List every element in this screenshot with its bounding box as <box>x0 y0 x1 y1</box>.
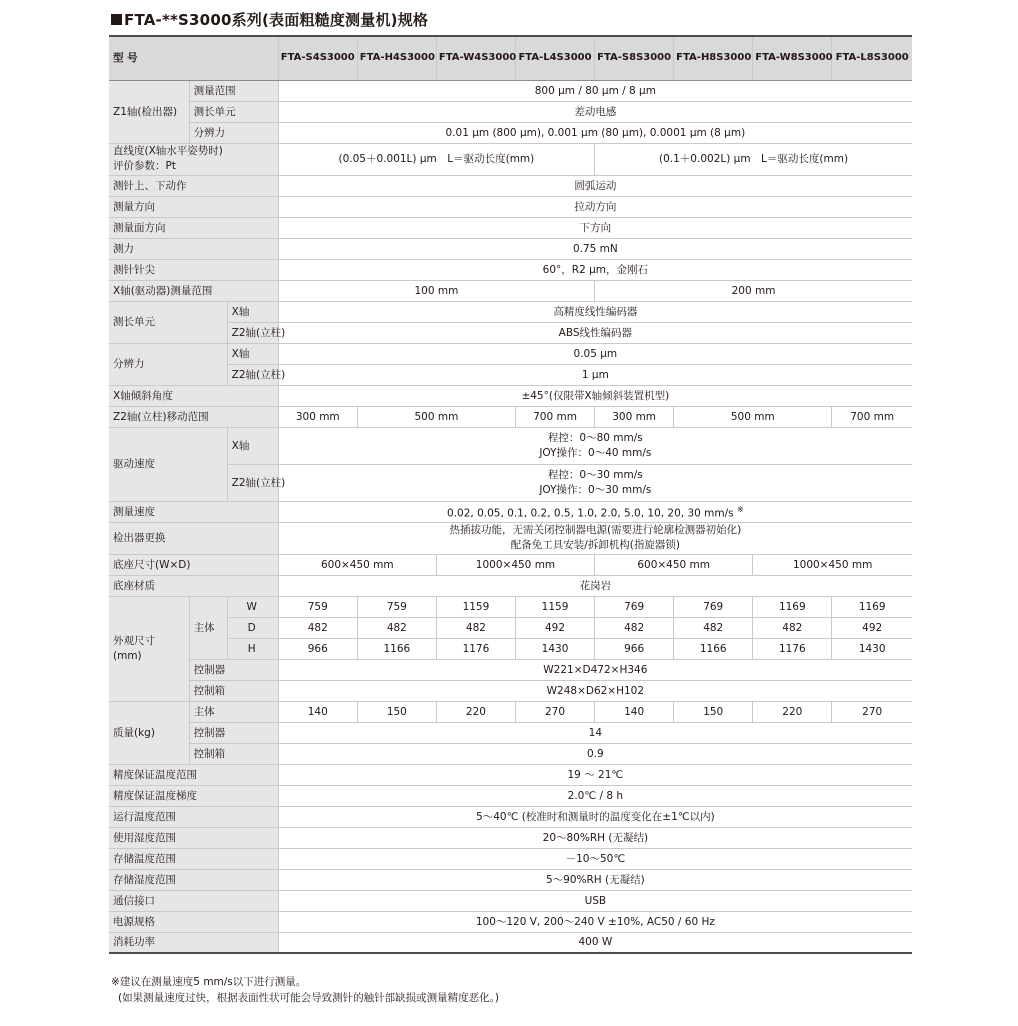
base-size-value: 1000×450 mm <box>436 554 594 575</box>
dimensions-w-label: W <box>227 596 278 617</box>
dimensions-h-label: H <box>227 638 278 659</box>
mass-ctrl-value: 14 <box>278 722 912 743</box>
meas-speed-value <box>278 501 912 522</box>
row-value: 400 W <box>278 932 912 953</box>
dim-d-cell: 482 <box>753 617 832 638</box>
row-label: 测量面方向 <box>109 217 278 238</box>
x-range-right: 200 mm <box>595 280 912 301</box>
row-label: 运行温度范围 <box>109 806 278 827</box>
row-value: 下方向 <box>278 217 912 238</box>
spec-table <box>109 37 912 954</box>
table-row <box>109 596 912 617</box>
dimensions-group-line2: (mm) <box>113 649 142 662</box>
model-header: FTA-L4S3000 <box>515 37 594 80</box>
row-value: 拉动方向 <box>278 196 912 217</box>
mass-box-label: 控制箱 <box>189 743 278 764</box>
row-label: 精度保证温度范围 <box>109 764 278 785</box>
table-row <box>109 575 912 596</box>
z2-range-value: 300 mm <box>278 406 357 427</box>
row-value: －10～50℃ <box>278 848 912 869</box>
z2-range-value: 300 mm <box>595 406 674 427</box>
z1-unit-value: 差动电感 <box>278 101 912 122</box>
table-row <box>109 427 912 464</box>
straightness-label-line1: 直线度(X轴水平姿势时) <box>113 145 223 157</box>
dim-d-cell: 492 <box>832 617 912 638</box>
dimensions-ctrl-label: 控制器 <box>189 659 278 680</box>
table-row <box>109 501 912 522</box>
dimensions-box-value: W248×D62×H102 <box>278 680 912 701</box>
z2-range-value: 700 mm <box>832 406 912 427</box>
dim-h-cell: 1430 <box>515 638 594 659</box>
table-row <box>109 932 912 953</box>
z1-group-label: Z1轴(检出器) <box>109 80 189 143</box>
dimensions-group <box>109 596 189 701</box>
dimensions-box-label: 控制箱 <box>189 680 278 701</box>
drive-speed-x-line1: 程控：0～80 mm/s <box>547 431 643 444</box>
table-row <box>109 122 912 143</box>
model-header: FTA-W8S3000 <box>753 37 832 80</box>
table-row <box>109 722 912 743</box>
model-header: FTA-S8S3000 <box>595 37 674 80</box>
resolution-group: 分辨力 <box>109 343 227 385</box>
table-row <box>109 175 912 196</box>
base-material-label: 底座材质 <box>109 575 278 596</box>
title-text: FTA-**S3000系列(表面粗糙度测量机)规格 <box>124 11 429 29</box>
dim-h-cell: 966 <box>595 638 674 659</box>
mass-cell: 140 <box>278 701 357 722</box>
header-label: 型 号 <box>109 37 278 80</box>
z1-range-label: 测量范围 <box>189 80 278 101</box>
drive-speed-group: 驱动速度 <box>109 427 227 501</box>
length-unit-z2-label: Z2轴(立柱) <box>227 322 278 343</box>
table-row <box>109 617 912 638</box>
model-header: FTA-H8S3000 <box>674 37 753 80</box>
mass-cell: 140 <box>595 701 674 722</box>
model-header: FTA-L8S3000 <box>832 37 912 80</box>
mass-cell: 220 <box>753 701 832 722</box>
table-row <box>109 701 912 722</box>
drive-speed-z2-line2: JOY操作：0～30 mm/s <box>539 483 652 496</box>
row-value: 20～80%RH (无凝结) <box>278 827 912 848</box>
dim-h-cell: 1166 <box>674 638 753 659</box>
footnote-line2: (如果测量速度过快，根据表面性状可能会导致测针的触针部缺损或测量精度恶化。) <box>118 992 499 1004</box>
table-row <box>109 638 912 659</box>
row-label: 测力 <box>109 238 278 259</box>
length-unit-group: 测长单元 <box>109 301 227 343</box>
mass-box-value: 0.9 <box>278 743 912 764</box>
row-value: 5～90%RH (无凝结) <box>278 869 912 890</box>
row-value: 5～40℃ (校准时和测量时的温度变化在±1℃以内) <box>278 806 912 827</box>
row-label: 测针针尖 <box>109 259 278 280</box>
row-label: 测量方向 <box>109 196 278 217</box>
table-row <box>109 101 912 122</box>
dim-w-cell: 769 <box>674 596 753 617</box>
resolution-x-value: 0.05 μm <box>278 343 912 364</box>
dim-w-cell: 759 <box>278 596 357 617</box>
footnote-mark: ※ <box>736 504 744 514</box>
dim-w-cell: 769 <box>595 596 674 617</box>
mass-ctrl-label: 控制器 <box>189 722 278 743</box>
dim-w-cell: 759 <box>357 596 436 617</box>
z1-res-value: 0.01 μm (800 μm), 0.001 μm (80 μm), 0.0001 μm (8 μm) <box>278 122 912 143</box>
dim-d-cell: 482 <box>674 617 753 638</box>
model-header: FTA-H4S3000 <box>357 37 436 80</box>
table-row <box>109 464 912 501</box>
table-row <box>109 659 912 680</box>
drive-speed-z2-line1: 程控：0～30 mm/s <box>547 468 643 481</box>
x-range-label: X轴(驱动器)测量范围 <box>109 280 278 301</box>
dimensions-group-line1: 外观尺寸 <box>113 634 155 647</box>
title-square-icon <box>111 14 122 25</box>
table-row <box>109 743 912 764</box>
row-value: 100～120 V, 200～240 V ±10%, AC50 / 60 Hz <box>278 911 912 932</box>
straightness-right: (0.1＋0.002L) μm L＝驱动长度(mm) <box>595 143 912 175</box>
dim-h-cell: 966 <box>278 638 357 659</box>
row-label: 消耗功率 <box>109 932 278 953</box>
resolution-x-label: X轴 <box>227 343 278 364</box>
table-row <box>109 522 912 554</box>
z2-range-value: 500 mm <box>357 406 515 427</box>
table-row <box>109 80 912 101</box>
row-label: 通信接口 <box>109 890 278 911</box>
base-size-value: 600×450 mm <box>278 554 436 575</box>
z2-range-label: Z2轴(立柱)移动范围 <box>109 406 278 427</box>
dim-w-cell: 1159 <box>515 596 594 617</box>
table-row <box>109 196 912 217</box>
dimensions-d-label: D <box>227 617 278 638</box>
drive-speed-x-value <box>278 427 912 464</box>
base-size-value: 1000×450 mm <box>753 554 912 575</box>
row-label: 使用湿度范围 <box>109 827 278 848</box>
z1-res-label: 分辨力 <box>189 122 278 143</box>
detector-swap-line1: 热插拔功能，无需关闭控制器电源(需要进行轮廓检测器初始化) <box>449 524 742 536</box>
z1-range-value: 800 μm / 80 μm / 8 μm <box>278 80 912 101</box>
base-size-value: 600×450 mm <box>595 554 753 575</box>
detector-swap-value <box>278 522 912 554</box>
dim-w-cell: 1159 <box>436 596 515 617</box>
length-unit-x-value: 高精度线性编码器 <box>278 301 912 322</box>
dim-d-cell: 482 <box>357 617 436 638</box>
dim-d-cell: 482 <box>595 617 674 638</box>
table-row <box>109 554 912 575</box>
detector-swap-label: 检出器更换 <box>109 522 278 554</box>
dimensions-ctrl-value: W221×D472×H346 <box>278 659 912 680</box>
dim-w-cell: 1169 <box>753 596 832 617</box>
mass-main-label: 主体 <box>189 701 278 722</box>
x-range-left: 100 mm <box>278 280 594 301</box>
dim-d-cell: 482 <box>278 617 357 638</box>
row-label: 存储湿度范围 <box>109 869 278 890</box>
straightness-label <box>109 143 278 175</box>
dim-d-cell: 482 <box>436 617 515 638</box>
dimensions-main-label: 主体 <box>189 596 227 659</box>
mass-cell: 150 <box>674 701 753 722</box>
table-row <box>109 259 912 280</box>
page-title <box>111 9 428 30</box>
table-row <box>109 280 912 301</box>
tilt-label: X轴倾斜角度 <box>109 385 278 406</box>
model-header: FTA-W4S3000 <box>436 37 515 80</box>
mass-cell: 150 <box>357 701 436 722</box>
mass-cell: 220 <box>436 701 515 722</box>
table-row <box>109 869 912 890</box>
mass-group: 质量(kg) <box>109 701 189 764</box>
z1-unit-label: 测长单元 <box>189 101 278 122</box>
drive-speed-z2-value <box>278 464 912 501</box>
header-row <box>109 37 912 80</box>
row-label: 精度保证温度梯度 <box>109 785 278 806</box>
dim-d-cell: 492 <box>515 617 594 638</box>
table-row <box>109 238 912 259</box>
table-row <box>109 343 912 364</box>
dim-w-cell: 1169 <box>832 596 912 617</box>
dim-h-cell: 1176 <box>753 638 832 659</box>
drive-speed-x-line2: JOY操作：0～40 mm/s <box>539 446 652 459</box>
base-size-label: 底座尺寸(W×D) <box>109 554 278 575</box>
drive-speed-z2-label: Z2轴(立柱) <box>227 464 278 501</box>
straightness-label-line2: 评价参数：Pt <box>113 160 176 172</box>
mass-cell: 270 <box>515 701 594 722</box>
table-row <box>109 785 912 806</box>
table-row <box>109 301 912 322</box>
table-row <box>109 406 912 427</box>
resolution-z2-value: 1 μm <box>278 364 912 385</box>
row-value: 2.0℃ / 8 h <box>278 785 912 806</box>
mass-cell: 270 <box>832 701 912 722</box>
table-row <box>109 764 912 785</box>
dim-h-cell: 1176 <box>436 638 515 659</box>
row-value: 圆弧运动 <box>278 175 912 196</box>
table-row <box>109 827 912 848</box>
row-value: 0.75 mN <box>278 238 912 259</box>
row-value: 19 ～ 21℃ <box>278 764 912 785</box>
table-row <box>109 848 912 869</box>
tilt-value: ±45°(仅限带X轴倾斜装置机型) <box>278 385 912 406</box>
row-value: USB <box>278 890 912 911</box>
row-label: 存储温度范围 <box>109 848 278 869</box>
straightness-left: (0.05＋0.001L) μm L＝驱动长度(mm) <box>278 143 594 175</box>
table-row <box>109 143 912 175</box>
table-row <box>109 385 912 406</box>
table-row <box>109 890 912 911</box>
table-row <box>109 911 912 932</box>
row-label: 电源规格 <box>109 911 278 932</box>
table-row <box>109 217 912 238</box>
base-material-value: 花岗岩 <box>278 575 912 596</box>
meas-speed-text: 0.02, 0.05, 0.1, 0.2, 0.5, 1.0, 2.0, 5.0, 10, 20, 30 mm/s <box>447 507 734 520</box>
detector-swap-line2: 配备免工具安装/拆卸机构(指旋器锁) <box>510 539 680 551</box>
z2-range-value: 500 mm <box>674 406 832 427</box>
row-value: 60°，R2 μm，金刚石 <box>278 259 912 280</box>
table-row <box>109 322 912 343</box>
footnote-line1: ※建议在测量速度5 mm/s以下进行测量。 <box>111 976 307 988</box>
meas-speed-label: 测量速度 <box>109 501 278 522</box>
dim-h-cell: 1430 <box>832 638 912 659</box>
length-unit-z2-value: ABS线性编码器 <box>278 322 912 343</box>
row-label: 测针上、下动作 <box>109 175 278 196</box>
length-unit-x-label: X轴 <box>227 301 278 322</box>
resolution-z2-label: Z2轴(立柱) <box>227 364 278 385</box>
model-header: FTA-S4S3000 <box>278 37 357 80</box>
table-row <box>109 364 912 385</box>
table-row <box>109 806 912 827</box>
z2-range-value: 700 mm <box>515 406 594 427</box>
drive-speed-x-label: X轴 <box>227 427 278 464</box>
dim-h-cell: 1166 <box>357 638 436 659</box>
table-row <box>109 680 912 701</box>
